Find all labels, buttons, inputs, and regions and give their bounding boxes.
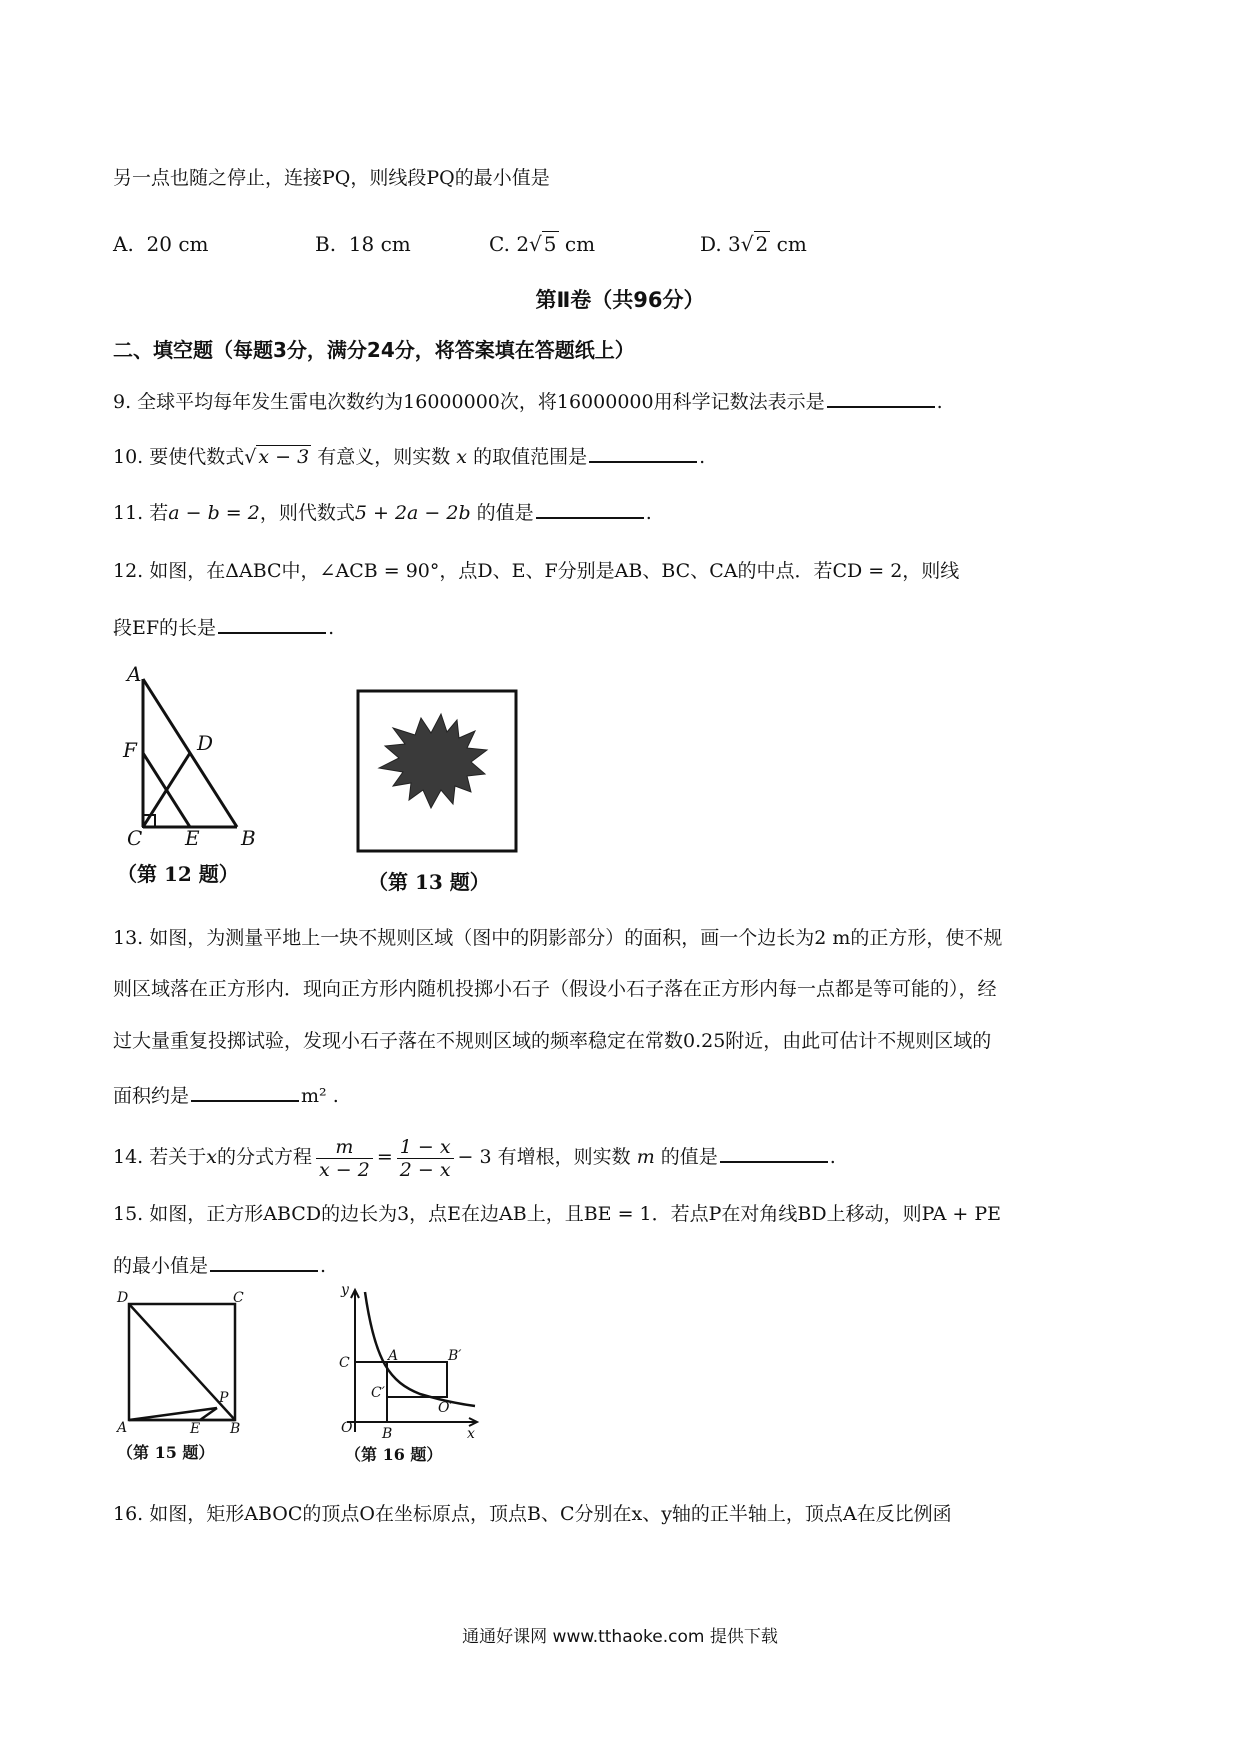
fig15-label-c: C bbox=[233, 1290, 244, 1306]
fig16-caption: （第 16 题） bbox=[345, 1445, 443, 1464]
q14-fraction-right bbox=[397, 1136, 454, 1181]
footer-source: 通通好课网 www.tthaoke.com 提供下载 bbox=[462, 1627, 778, 1647]
question-9 bbox=[113, 386, 943, 416]
fig12-label-d: D bbox=[197, 731, 214, 755]
q10-answer-blank[interactable] bbox=[589, 441, 697, 463]
fig15-label-e: E bbox=[190, 1421, 201, 1435]
figure-15 bbox=[115, 1290, 250, 1435]
option-d: D. 3√ 2 cm bbox=[700, 232, 807, 256]
fig12-label-e: E bbox=[185, 826, 200, 850]
option-b-label: B. bbox=[315, 232, 337, 256]
fig16-label-c: C bbox=[339, 1355, 350, 1371]
question-16: 16. 如图，矩形ABOC的顶点O在坐标原点，顶点B、C分别在x、y轴的正半轴上，顶点A在反比例函 bbox=[113, 1503, 952, 1525]
q12-line2-text: 段EF的长是 bbox=[113, 617, 217, 639]
q15-answer-blank[interactable] bbox=[210, 1250, 318, 1272]
q10-var: x bbox=[456, 446, 468, 468]
question-13-line-4 bbox=[113, 1080, 339, 1110]
q13-unit: m² bbox=[301, 1085, 327, 1107]
q13-line4-text: 面积约是 bbox=[113, 1085, 190, 1107]
q14-end: . bbox=[829, 1146, 836, 1168]
option-a-text: 20 cm bbox=[146, 232, 209, 256]
option-c-coef: 2 bbox=[516, 232, 530, 256]
q9-text: 9. 全球平均每年发生雷电次数约为16000000次，将16000000用科学记数法表示是 bbox=[113, 391, 825, 413]
figure-12 bbox=[115, 665, 275, 850]
option-c-label: C. bbox=[489, 232, 510, 256]
fig16-label-a: A bbox=[388, 1348, 399, 1364]
figure-16 bbox=[335, 1282, 485, 1440]
q11-end: . bbox=[645, 502, 652, 524]
q10-post2: 的取值范围是 bbox=[473, 446, 588, 468]
q14-tail: − 3 有增根，则实数 bbox=[457, 1146, 631, 1168]
q9-end: . bbox=[936, 391, 943, 413]
fig13-caption: （第 13 题） bbox=[368, 870, 490, 894]
fig15-caption: （第 15 题） bbox=[117, 1443, 215, 1462]
q11-answer-blank[interactable] bbox=[536, 497, 644, 519]
q11-pre: 11. 若 bbox=[113, 502, 169, 524]
question-11 bbox=[113, 497, 652, 527]
q15-line2-text: 的最小值是 bbox=[113, 1255, 209, 1277]
q13-answer-blank[interactable] bbox=[191, 1080, 299, 1102]
q14-f1-denominator: x − 2 bbox=[319, 1158, 370, 1181]
q14-f2-denominator: 2 − x bbox=[399, 1158, 451, 1181]
question-15-line-1: 15. 如图，正方形ABCD的边长为3，点E在边AB上，且BE = 1．若点P在对角线BD上移动，则PA + PE bbox=[113, 1203, 1002, 1225]
q13-end: . bbox=[332, 1085, 339, 1107]
q14-f2-numerator: 1 − x bbox=[397, 1136, 454, 1159]
q10-radicand: x − 3 bbox=[258, 446, 310, 468]
q10-pre: 10. 要使代数式 bbox=[113, 446, 245, 468]
fig16-label-b: B bbox=[382, 1426, 393, 1440]
question-15-line-2 bbox=[113, 1250, 326, 1280]
option-b bbox=[315, 232, 411, 256]
option-b-text: 18 cm bbox=[348, 232, 411, 256]
fig15-label-p: P bbox=[219, 1390, 229, 1406]
q12-end: . bbox=[328, 617, 335, 639]
fig15-label-d: D bbox=[117, 1290, 129, 1306]
fig12-label-c: C bbox=[127, 826, 143, 850]
fig16-label-b-prime: B′ bbox=[448, 1348, 462, 1364]
q9-answer-blank[interactable] bbox=[827, 386, 935, 408]
part-two-heading: 二、填空题（每题3分，满分24分，将答案填在答题纸上） bbox=[113, 338, 635, 362]
q10-end: . bbox=[699, 446, 706, 468]
option-d-label: D. bbox=[700, 232, 722, 256]
fig12-caption: （第 12 题） bbox=[117, 862, 239, 886]
figure-13 bbox=[355, 688, 521, 856]
q15-end: . bbox=[320, 1255, 327, 1277]
option-c: C. 2√ 5 cm bbox=[489, 232, 596, 256]
option-c-radicand: 5 bbox=[543, 232, 557, 256]
option-a bbox=[113, 232, 209, 256]
fig15-label-a: A bbox=[117, 1420, 128, 1435]
fig16-label-o-prime: O′ bbox=[438, 1400, 453, 1416]
question-13-line-1: 13. 如图，为测量平地上一块不规则区域（图中的阴影部分）的面积，画一个边长为2 m的正方形，使不规 bbox=[113, 927, 1003, 949]
q14-answer-blank[interactable] bbox=[720, 1141, 828, 1163]
option-a-label: A. bbox=[113, 232, 134, 256]
option-d-coef: 3 bbox=[728, 232, 741, 256]
fig12-label-b: B bbox=[241, 826, 256, 850]
q14-var: x bbox=[206, 1146, 217, 1168]
q11-mid: ，则代数式 bbox=[259, 502, 355, 524]
option-d-unit: cm bbox=[776, 232, 807, 256]
question-13-line-3: 过大量重复投掷试验，发现小石子落在不规则区域的频率稳定在常数0.25附近，由此可估计不规则区域的 bbox=[113, 1030, 992, 1052]
q11-post: 的值是 bbox=[476, 502, 534, 524]
section-title: 第Ⅱ卷（共96分） bbox=[535, 288, 705, 312]
q14-post: 的值是 bbox=[660, 1146, 718, 1168]
question-12-line-1: 12. 如图，在ΔABC中，∠ACB = 90°，点D、E、F分别是AB、BC、CA的中点．若CD = 2，则线 bbox=[113, 560, 960, 582]
q14-equals: = bbox=[376, 1146, 393, 1168]
fig12-label-a: A bbox=[127, 665, 142, 686]
q11-condition: a − b = 2 bbox=[168, 502, 260, 524]
fig16-label-x: x bbox=[467, 1426, 475, 1440]
q14-mid: 的分式方程 bbox=[216, 1146, 312, 1168]
question-8-continuation: 另一点也随之停止，连接PQ，则线段PQ的最小值是 bbox=[113, 167, 550, 189]
question-12-line-2 bbox=[113, 612, 334, 642]
question-14 bbox=[113, 1130, 836, 1184]
option-c-unit: cm bbox=[564, 232, 596, 256]
fig16-label-y: y bbox=[341, 1282, 349, 1298]
q12-answer-blank[interactable] bbox=[218, 612, 326, 634]
option-d-radicand: 2 bbox=[755, 232, 769, 256]
fig12-label-f: F bbox=[123, 738, 137, 762]
q11-expression: 5 + 2a − 2b bbox=[354, 502, 471, 524]
fig16-label-c-prime: C′ bbox=[371, 1385, 385, 1401]
q14-var2: m bbox=[636, 1146, 655, 1168]
q14-f1-numerator: m bbox=[316, 1136, 373, 1159]
q14-fraction-left bbox=[316, 1136, 373, 1181]
q14-pre: 14. 若关于 bbox=[113, 1146, 207, 1168]
q10-post: 有意义，则实数 bbox=[317, 446, 451, 468]
question-13-line-2: 则区域落在正方形内．现向正方形内随机投掷小石子（假设小石子落在正方形内每一点都是等可能的），经 bbox=[113, 978, 997, 1000]
fig16-label-o: O bbox=[341, 1420, 353, 1436]
question-10: 10. 要使代数式√ x − 3 有意义，则实数 x 的取值范围是 . bbox=[113, 441, 705, 471]
fig15-label-b: B bbox=[230, 1421, 241, 1435]
